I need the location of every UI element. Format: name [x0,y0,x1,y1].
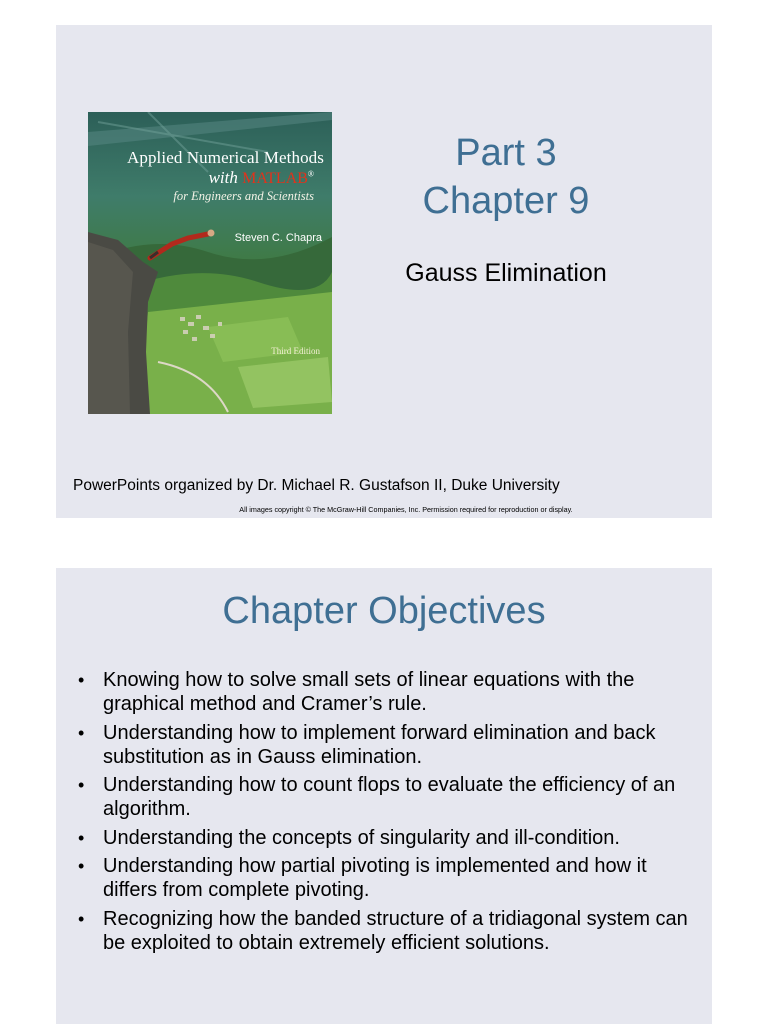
chapter-heading: Chapter 9 [422,180,590,222]
objective-text: Understanding how partial pivoting is implemented and how it differs from complete pivoting. [103,855,647,901]
objective-text: Knowing how to solve small sets of linear equations with the graphical method and Cramer’s rule. [103,669,635,715]
chapter-subtitle: Gauss Elimination [405,259,607,287]
book-title-line2 [88,168,324,188]
bullet-icon: • [78,827,85,848]
book-title-matlab: MATLAB [242,169,308,187]
objective-text: Recognizing how the banded structure of a tridiagonal system can be exploited to obtain extremely efficient solutions. [103,907,688,954]
bullet-icon: • [78,775,85,795]
title-slide [56,25,712,518]
book-title-line1: Applied Numerical Methods [126,148,324,167]
book-edition: Third Edition [271,346,320,356]
objective-item [76,907,706,955]
book-cover-image [88,112,332,414]
bullet-icon: • [78,722,85,743]
book-title-with: with [208,167,238,187]
bullet-icon: • [78,670,85,690]
objectives-list [76,668,706,959]
book-title [88,148,324,203]
book-author: Steven C. Chapra [234,232,322,244]
objectives-title: Chapter Objectives [222,590,546,632]
part-heading: Part 3 [455,132,557,174]
bullet-icon: • [78,856,85,876]
objective-item [76,773,706,821]
copyright-notice: All images copyright © The McGraw-Hill Companies, Inc. Permission required for reproduction or display. [239,505,573,514]
registered-mark: ® [307,168,314,178]
objective-item [76,668,706,716]
book-title-line3: for Engineers and Scientists [173,188,314,203]
objective-text: Understanding how to implement forward elimination and back substitution as in Gauss elimination. [103,721,656,768]
objective-text: Understanding the concepts of singularity and ill-condition. [103,826,620,849]
objective-item [76,721,706,769]
objective-item [76,826,706,850]
objectives-slide [56,568,712,1024]
objective-item [76,854,706,902]
bullet-icon: • [78,908,85,929]
objective-text: Understanding how to count flops to evaluate the efficiency of an algorithm. [103,774,676,820]
credit-line: PowerPoints organized by Dr. Michael R. Gustafson II, Duke University [73,477,560,494]
